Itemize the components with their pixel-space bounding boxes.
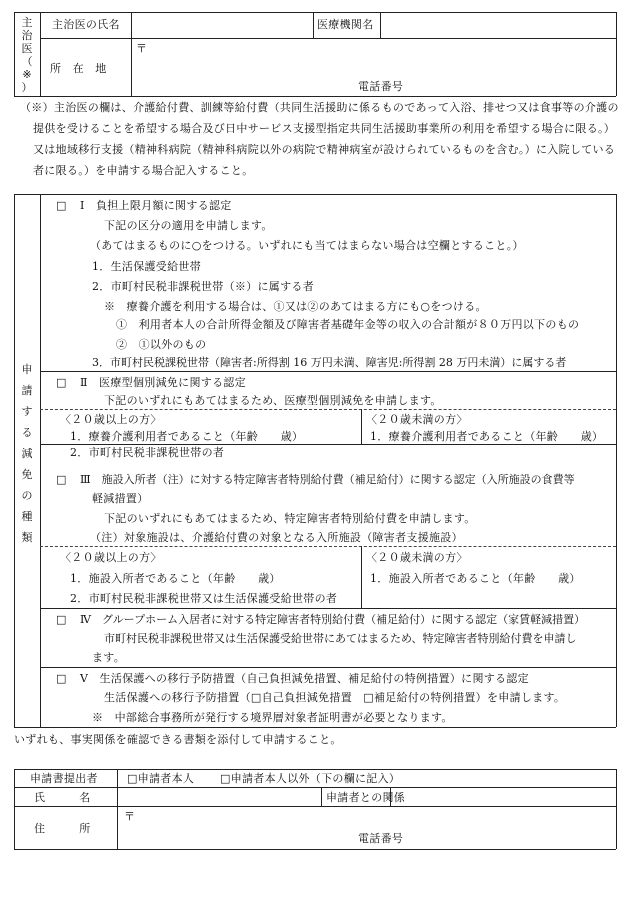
section-2-left-head: 〈２０歳以上の方〉 xyxy=(60,413,162,426)
section-5-line1[interactable]: 生活保護への移行予防措置（□自己負担減免措置 □補足給付の特例措置）を申請します。 xyxy=(104,691,566,704)
relation-label: 申請者との関係 xyxy=(326,791,406,804)
section-3-line1: 下記のいずれにもあてはまるため、特定障害者特別給付費を申請します。 xyxy=(104,512,476,525)
reduction-side-label: 申 請 す る 減 免 の 種 類 xyxy=(21,363,33,544)
section-1-item2-a[interactable]: ① 利用者本人の合計所得金額及び障害者基礎年金等の収入の合計額が８０万円以下のもの xyxy=(116,318,580,331)
section-5-title: Ⅴ 生活保護への移行予防措置（自己負担減免措置、補足給付の特例措置）に関する認定 xyxy=(80,672,529,685)
section-4-line1: 市町村民税非課税世帯又は生活保護受給世帯にあてはまるため、特定障害者特別給付費を申請し xyxy=(104,632,577,645)
section-4-checkbox[interactable]: □ xyxy=(56,613,67,626)
section-2-right1[interactable]: 1．療養介護利用者であること（年齢 歳） xyxy=(370,430,604,443)
section-3-right-head: 〈２０歳未満の方〉 xyxy=(366,551,468,564)
section-3-checkbox[interactable]: □ xyxy=(56,473,67,486)
section-5-checkbox[interactable]: □ xyxy=(56,672,67,685)
section-3-right1[interactable]: 1．施設入所者であること（年齢 歳） xyxy=(370,572,581,585)
section-1-title: Ⅰ 負担上限月額に関する認定 xyxy=(80,199,232,212)
section-1-checkbox[interactable]: □ xyxy=(56,199,67,212)
section-3-left1[interactable]: 1．施設入所者であること（年齢 歳） xyxy=(70,572,281,585)
section-1-item2-note: ※ 療養介護を利用する場合は、①又は②のあてはまる方にも○をつける。 xyxy=(104,300,487,313)
applicant-address-label: 住 所 xyxy=(34,822,91,835)
relation-field[interactable] xyxy=(391,788,615,805)
phone-label: 電話番号 xyxy=(358,80,404,93)
doctor-note: （※）主治医の欄は、介護給付費、訓練等給付費（共同生活援助に係るものであって入浴、排せつ又は食事等の介護の提供を受けることを希望する場合及び日中サービス支援型指定共同生活援助事業所の利用を希望する場合に限る。）又は地域移行支援（精神科病院（精神科病院以外の病院で精神病室が設けられているものを含む。）に入院している者に限る。）を申請する場合記入すること。 xyxy=(20,101,619,177)
submitter-self-option[interactable]: □申請者本人 xyxy=(127,772,195,785)
doctor-name-field[interactable] xyxy=(132,13,312,37)
section-3-title2: 軽減措置） xyxy=(92,492,149,505)
doctor-side-label: 主 治 医 （ ※ ） xyxy=(21,16,33,94)
section-2-left2[interactable]: 2．市町村民税非課税世帯の者 xyxy=(70,446,225,459)
section-2-title: Ⅱ 医療型個別減免に関する認定 xyxy=(80,376,246,389)
section-1-item3[interactable]: 3．市町村民税課税世帯（障害者:所得割 16 万円未満、障害児:所得割 28 万円未満）に属する者 xyxy=(92,356,567,369)
section-1-item1[interactable]: 1．生活保護受給世帯 xyxy=(92,260,201,273)
section-2-checkbox[interactable]: □ xyxy=(56,376,67,389)
section-3-left2[interactable]: 2．市町村民税非課税世帯又は生活保護受給世帯の者 xyxy=(70,592,338,605)
doctor-name-label: 主治医の氏名 xyxy=(52,18,120,31)
section-1-line1: 下記の区分の適用を申請します。 xyxy=(104,219,273,232)
section-4-title: Ⅳ グループホーム入居者に対する特定障害者特別給付費（補足給付）に関する認定（家賃軽減措置） xyxy=(80,613,586,626)
attach-note: いずれも、事実関係を確認できる書類を添付して申請すること。 xyxy=(14,733,342,746)
section-5-note: ※ 中部総合事務所が発行する境界層対象者証明書が必要となります。 xyxy=(92,711,453,724)
section-3-title: Ⅲ 施設入所者（注）に対する特定障害者特別給付費（補足給付）に関する認定（入所施設の食費等 xyxy=(80,473,575,486)
section-2-right-head: 〈２０歳未満の方〉 xyxy=(366,413,468,426)
postal-mark: 〒 xyxy=(136,42,148,55)
section-1-line2: （あてはまるものに○をつける。いずれにも当てはまらない場合は空欄とすること。） xyxy=(90,239,524,252)
location-label: 所 在 地 xyxy=(50,62,107,75)
applicant-name-field[interactable] xyxy=(118,788,320,805)
section-1-item2[interactable]: 2．市町村民税非課税世帯（※）に属する者 xyxy=(92,280,314,293)
section-4-line2: ます。 xyxy=(92,651,126,664)
facility-name-field[interactable] xyxy=(381,13,615,37)
facility-name-label: 医療機関名 xyxy=(317,18,374,31)
section-3-line2: （注）対象施設は、介護給付費の対象となる入所施設（障害者支援施設） xyxy=(90,531,463,544)
submitter-other-option[interactable]: □申請者本人以外（下の欄に記入） xyxy=(220,772,401,785)
section-1-item2-b[interactable]: ② ①以外のもの xyxy=(116,338,207,351)
applicant-postal-mark: 〒 xyxy=(124,810,136,823)
section-2-line1: 下記のいずれにもあてはまるため、医療型個別減免を申請します。 xyxy=(104,394,442,407)
applicant-phone-label: 電話番号 xyxy=(358,832,404,845)
section-3-left-head: 〈２０歳以上の方〉 xyxy=(60,551,162,564)
submitter-label: 申請書提出者 xyxy=(30,772,98,785)
applicant-name-label: 氏 名 xyxy=(34,791,91,804)
section-2-left1[interactable]: 1．療養介護利用者であること（年齢 歳） xyxy=(70,430,304,443)
